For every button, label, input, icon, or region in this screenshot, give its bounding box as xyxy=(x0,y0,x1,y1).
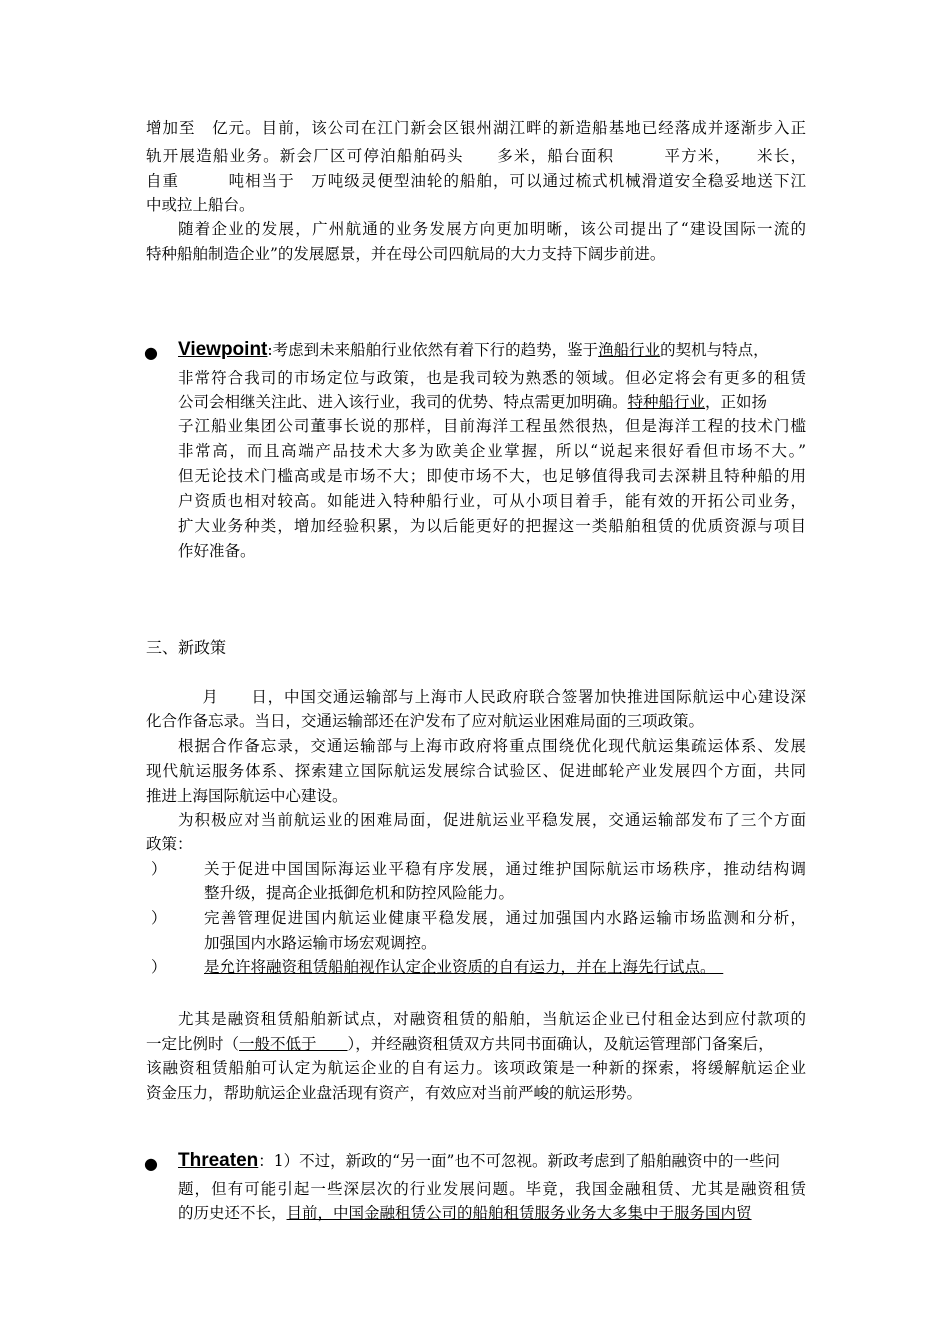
viewpoint-line5: 非常高，而且高端产品技术大多为欧美企业掌握，所以“说起来很好看但市场不大。” xyxy=(178,442,806,460)
threaten-underline-leasing: 目前，中国金融租赁公司的船舶租赁服务业务大多集中于服务国内贸 xyxy=(286,1204,752,1222)
viewpoint-text-3a: 公司会相继关注此、进入该行业，我司的优势、特点需更加明确。 xyxy=(178,393,628,411)
policy2-line1: 完善管理促进国内航运业健康平稳发展，通过加强国内水路运输市场监测和分析， xyxy=(204,909,806,927)
section-heading: 三、新政策 xyxy=(146,638,227,657)
threaten-label: Threaten xyxy=(178,1150,259,1171)
para1-line2: 轨开展造船业务。新会厂区可停泊船舶码头 多米，船台面积 平方米， 米长， xyxy=(146,147,806,165)
para6-line4: 资金压力，帮助航运企业盘活现有资产，有效应对当前严峻的航运形势。 xyxy=(146,1084,643,1102)
para6-underline-ratio: 一般不低于 xyxy=(239,1035,348,1053)
threaten-colon: ： xyxy=(258,1152,274,1170)
para1-line4: 中或拉上船台。 xyxy=(146,196,255,214)
policy2-marker: ） xyxy=(151,909,167,927)
para3-line2: 化合作备忘录。当日，交通运输部还在沪发布了应对航运业困难局面的三项政策。 xyxy=(146,712,705,730)
para3-line1: 月 日，中国交通运输部与上海市人民政府联合签署加快推进国际航运中心建设深 xyxy=(186,688,806,706)
para6-line1: 尤其是融资租赁船舶新试点，对融资租赁的船舶，当航运企业已付租金达到应付款项的 xyxy=(178,1010,806,1028)
threaten-text-3a: 的历史还不长， xyxy=(178,1204,287,1222)
threaten-line3 xyxy=(178,1201,752,1225)
viewpoint-line1 xyxy=(178,338,769,362)
threaten-line2: 题，但有可能引起一些深层次的行业发展问题。毕竟，我国金融租赁、尤其是融资租赁 xyxy=(178,1180,806,1198)
viewpoint-line6: 但无论技术门槛高或是市场不大；即使市场不大，也足够值得我司去深耕且特种船的用 xyxy=(178,467,806,485)
viewpoint-line9: 作好准备。 xyxy=(178,542,256,560)
viewpoint-bullet: ● xyxy=(144,343,158,362)
viewpoint-underline-fishing: 渔船行业 xyxy=(598,341,661,359)
policy1-line1: 关于促进中国国际海运业平稳有序发展，通过维护国际航运市场秩序，推动结构调 xyxy=(204,860,806,878)
para2-line1: 随着企业的发展，广州航通的业务发展方向更加明晰，该公司提出了“建设国际一流的 xyxy=(178,220,806,238)
policy2-line2: 加强国内水路运输市场宏观调控。 xyxy=(204,934,437,952)
policy1-marker: ） xyxy=(151,860,167,878)
viewpoint-text-1b: 的契机与特点， xyxy=(660,341,769,359)
policy3-marker: ） xyxy=(151,958,167,976)
para6-line2 xyxy=(146,1032,774,1056)
viewpoint-line2: 非常符合我司的市场定位与政策，也是我司较为熟悉的领域。但必定将会有更多的租赁 xyxy=(178,369,806,387)
para6-text-2b: ），并经融资租赁双方共同书面确认，及航运管理部门备案后， xyxy=(347,1035,774,1053)
para4-line3: 推进上海国际航运中心建设。 xyxy=(146,787,348,805)
viewpoint-underline-special: 特种船行业 xyxy=(627,393,706,411)
viewpoint-text-1a: 考虑到未来船舶行业依然有着下行的趋势，鉴于 xyxy=(272,341,599,359)
viewpoint-line3 xyxy=(178,390,767,414)
para5-line1: 为积极应对当前航运业的困难局面，促进航运业平稳发展，交通运输部发布了三个方面 xyxy=(178,811,806,829)
policy3-line1: 是允许将融资租赁船舶视作认定企业资质的自有运力，并在上海先行试点。 xyxy=(204,958,724,976)
para1-line1: 增加至 亿元。目前，该公司在江门新会区银州湖江畔的新造船基地已经落成并逐渐步入正 xyxy=(146,119,806,137)
para1-line3: 自重 吨相当于 万吨级灵便型油轮的船舶，可以通过梳式机械滑道安全稳妥地送下江 xyxy=(146,172,806,190)
viewpoint-text-3b: ，正如扬 xyxy=(705,393,768,411)
para4-line2: 现代航运服务体系、探索建立国际航运发展综合试验区、促进邮轮产业发展四个方面，共同 xyxy=(146,762,806,780)
para4-line1: 根据合作备忘录，交通运输部与上海市政府将重点围绕优化现代航运集疏运体系、发展 xyxy=(178,737,806,755)
threaten-bullet: ● xyxy=(144,1154,158,1173)
threaten-text-1: 1）不过，新政的“另一面”也不可忽视。新政考虑到了船舶融资中的一些问 xyxy=(273,1152,780,1170)
policy1-line2: 整升级，提高企业抵御危机和防控风险能力。 xyxy=(204,884,515,902)
viewpoint-line7: 户资质也相对较高。如能进入特种船行业，可从小项目着手，能有效的开拓公司业务， xyxy=(178,492,806,510)
para2-line2: 特种船舶制造企业”的发展愿景，并在母公司四航局的大力支持下阔步前进。 xyxy=(146,245,666,263)
viewpoint-line4: 子江船业集团公司董事长说的那样，目前海洋工程虽然很热，但是海洋工程的技术门槛 xyxy=(178,417,806,435)
threaten-line1 xyxy=(178,1149,780,1173)
viewpoint-label: Viewpoint xyxy=(178,339,268,360)
para6-text-2a: 一定比例时（ xyxy=(146,1035,240,1053)
viewpoint-line8: 扩大业务种类，增加经验积累，为以后能更好的把握这一类船舶租赁的优质资源与项目 xyxy=(178,517,806,535)
para5-line2: 政策： xyxy=(146,835,193,853)
viewpoint-colon: : xyxy=(267,341,273,359)
para6-line3: 该融资租赁船舶可认定为航运企业的自有运力。该项政策是一种新的探索，将缓解航运企业 xyxy=(146,1059,806,1077)
